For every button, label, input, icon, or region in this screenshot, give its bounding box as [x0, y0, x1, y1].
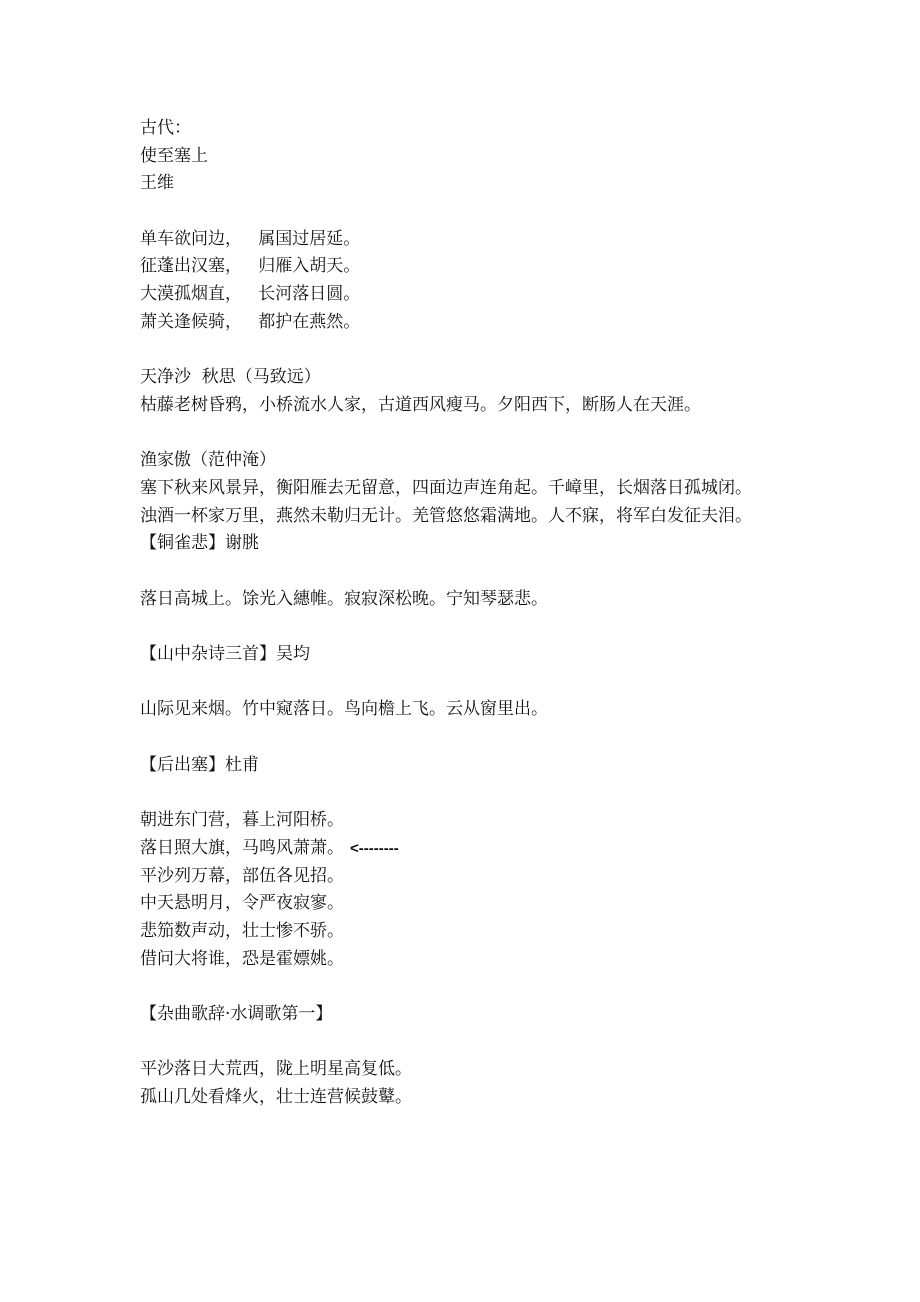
line-text: 平沙列万幕，部伍各见招。	[140, 865, 344, 886]
text-line	[140, 835, 752, 863]
text-line	[140, 1001, 752, 1029]
line-text: 平沙落日大荒西，陇上明星高复低。	[140, 1059, 412, 1080]
arrow-marker: <--------	[350, 839, 399, 857]
line-text: 朝进东门营，暮上河阳桥。	[140, 810, 344, 831]
text-line	[140, 475, 752, 503]
line-text: 【铜雀悲】谢朓	[140, 533, 259, 554]
blank-line	[140, 337, 752, 365]
text-line	[140, 309, 752, 337]
text-line	[140, 115, 752, 143]
text-line	[140, 641, 752, 669]
text-line	[140, 863, 752, 891]
text-line	[140, 586, 752, 614]
line-text: 征蓬出汉塞， 归雁入胡天。	[140, 256, 361, 277]
text-line	[140, 1084, 752, 1112]
blank-line	[140, 973, 752, 1001]
line-text: 落日高城上。馀光入繐帷。寂寂深松晚。宁知琴瑟悲。	[140, 588, 548, 609]
line-text: 枯藤老树昏鸦，小桥流水人家，古道西风瘦马。夕阳西下，断肠人在天涯。	[140, 394, 701, 415]
line-text: 借问大将谁，恐是霍嫖姚。	[140, 948, 344, 969]
text-line	[140, 281, 752, 309]
line-text: 渔家傲（范仲淹）	[140, 450, 276, 471]
text-line	[140, 890, 752, 918]
blank-line	[140, 1029, 752, 1057]
line-text: 单车欲问边， 属国过居延。	[140, 228, 361, 249]
blank-line	[140, 420, 752, 448]
blank-line	[140, 613, 752, 641]
blank-line	[140, 198, 752, 226]
line-text: 落日照大旗，马鸣风萧萧。	[140, 837, 344, 858]
text-line	[140, 170, 752, 198]
line-text: 【后出塞】杜甫	[140, 754, 259, 775]
line-text: 王维	[140, 173, 174, 194]
text-line	[140, 253, 752, 281]
text-line	[140, 752, 752, 780]
text-line	[140, 530, 752, 558]
document-body	[140, 115, 752, 1112]
line-text: 天净沙 秋思（马致远）	[140, 367, 321, 388]
blank-line	[140, 724, 752, 752]
text-line	[140, 696, 752, 724]
line-text: 使至塞上	[140, 145, 208, 166]
line-text: 【杂曲歌辞·水调歌第一】	[140, 1004, 333, 1024]
line-text: 古代：	[140, 118, 191, 138]
line-text: 塞下秋来风景异，衡阳雁去无留意，四面边声连角起。千嶂里，长烟落日孤城闭。	[140, 477, 752, 498]
blank-line	[140, 780, 752, 808]
text-line	[140, 447, 752, 475]
line-text: 孤山几处看烽火，壮士连营候鼓鼙。	[140, 1087, 412, 1108]
line-text: 【山中杂诗三首】吴均	[140, 644, 310, 665]
line-text: 萧关逢候骑， 都护在燕然。	[140, 311, 361, 332]
text-line	[140, 807, 752, 835]
text-line	[140, 1056, 752, 1084]
text-line	[140, 946, 752, 974]
text-line	[140, 226, 752, 254]
text-line	[140, 143, 752, 171]
line-text: 悲笳数声动，壮士惨不骄。	[140, 920, 344, 941]
blank-line	[140, 558, 752, 586]
line-text: 浊酒一杯家万里，燕然未勒归无计。羌管悠悠霜满地。人不寐，将军白发征夫泪。	[140, 505, 752, 526]
text-line	[140, 503, 752, 531]
text-line	[140, 392, 752, 420]
line-text: 中天悬明月，令严夜寂寥。	[140, 893, 344, 914]
text-line	[140, 364, 752, 392]
text-line	[140, 918, 752, 946]
line-text: 山际见来烟。竹中窥落日。鸟向檐上飞。云从窗里出。	[140, 699, 548, 720]
line-text: 大漠孤烟直， 长河落日圆。	[140, 284, 361, 305]
blank-line	[140, 669, 752, 697]
